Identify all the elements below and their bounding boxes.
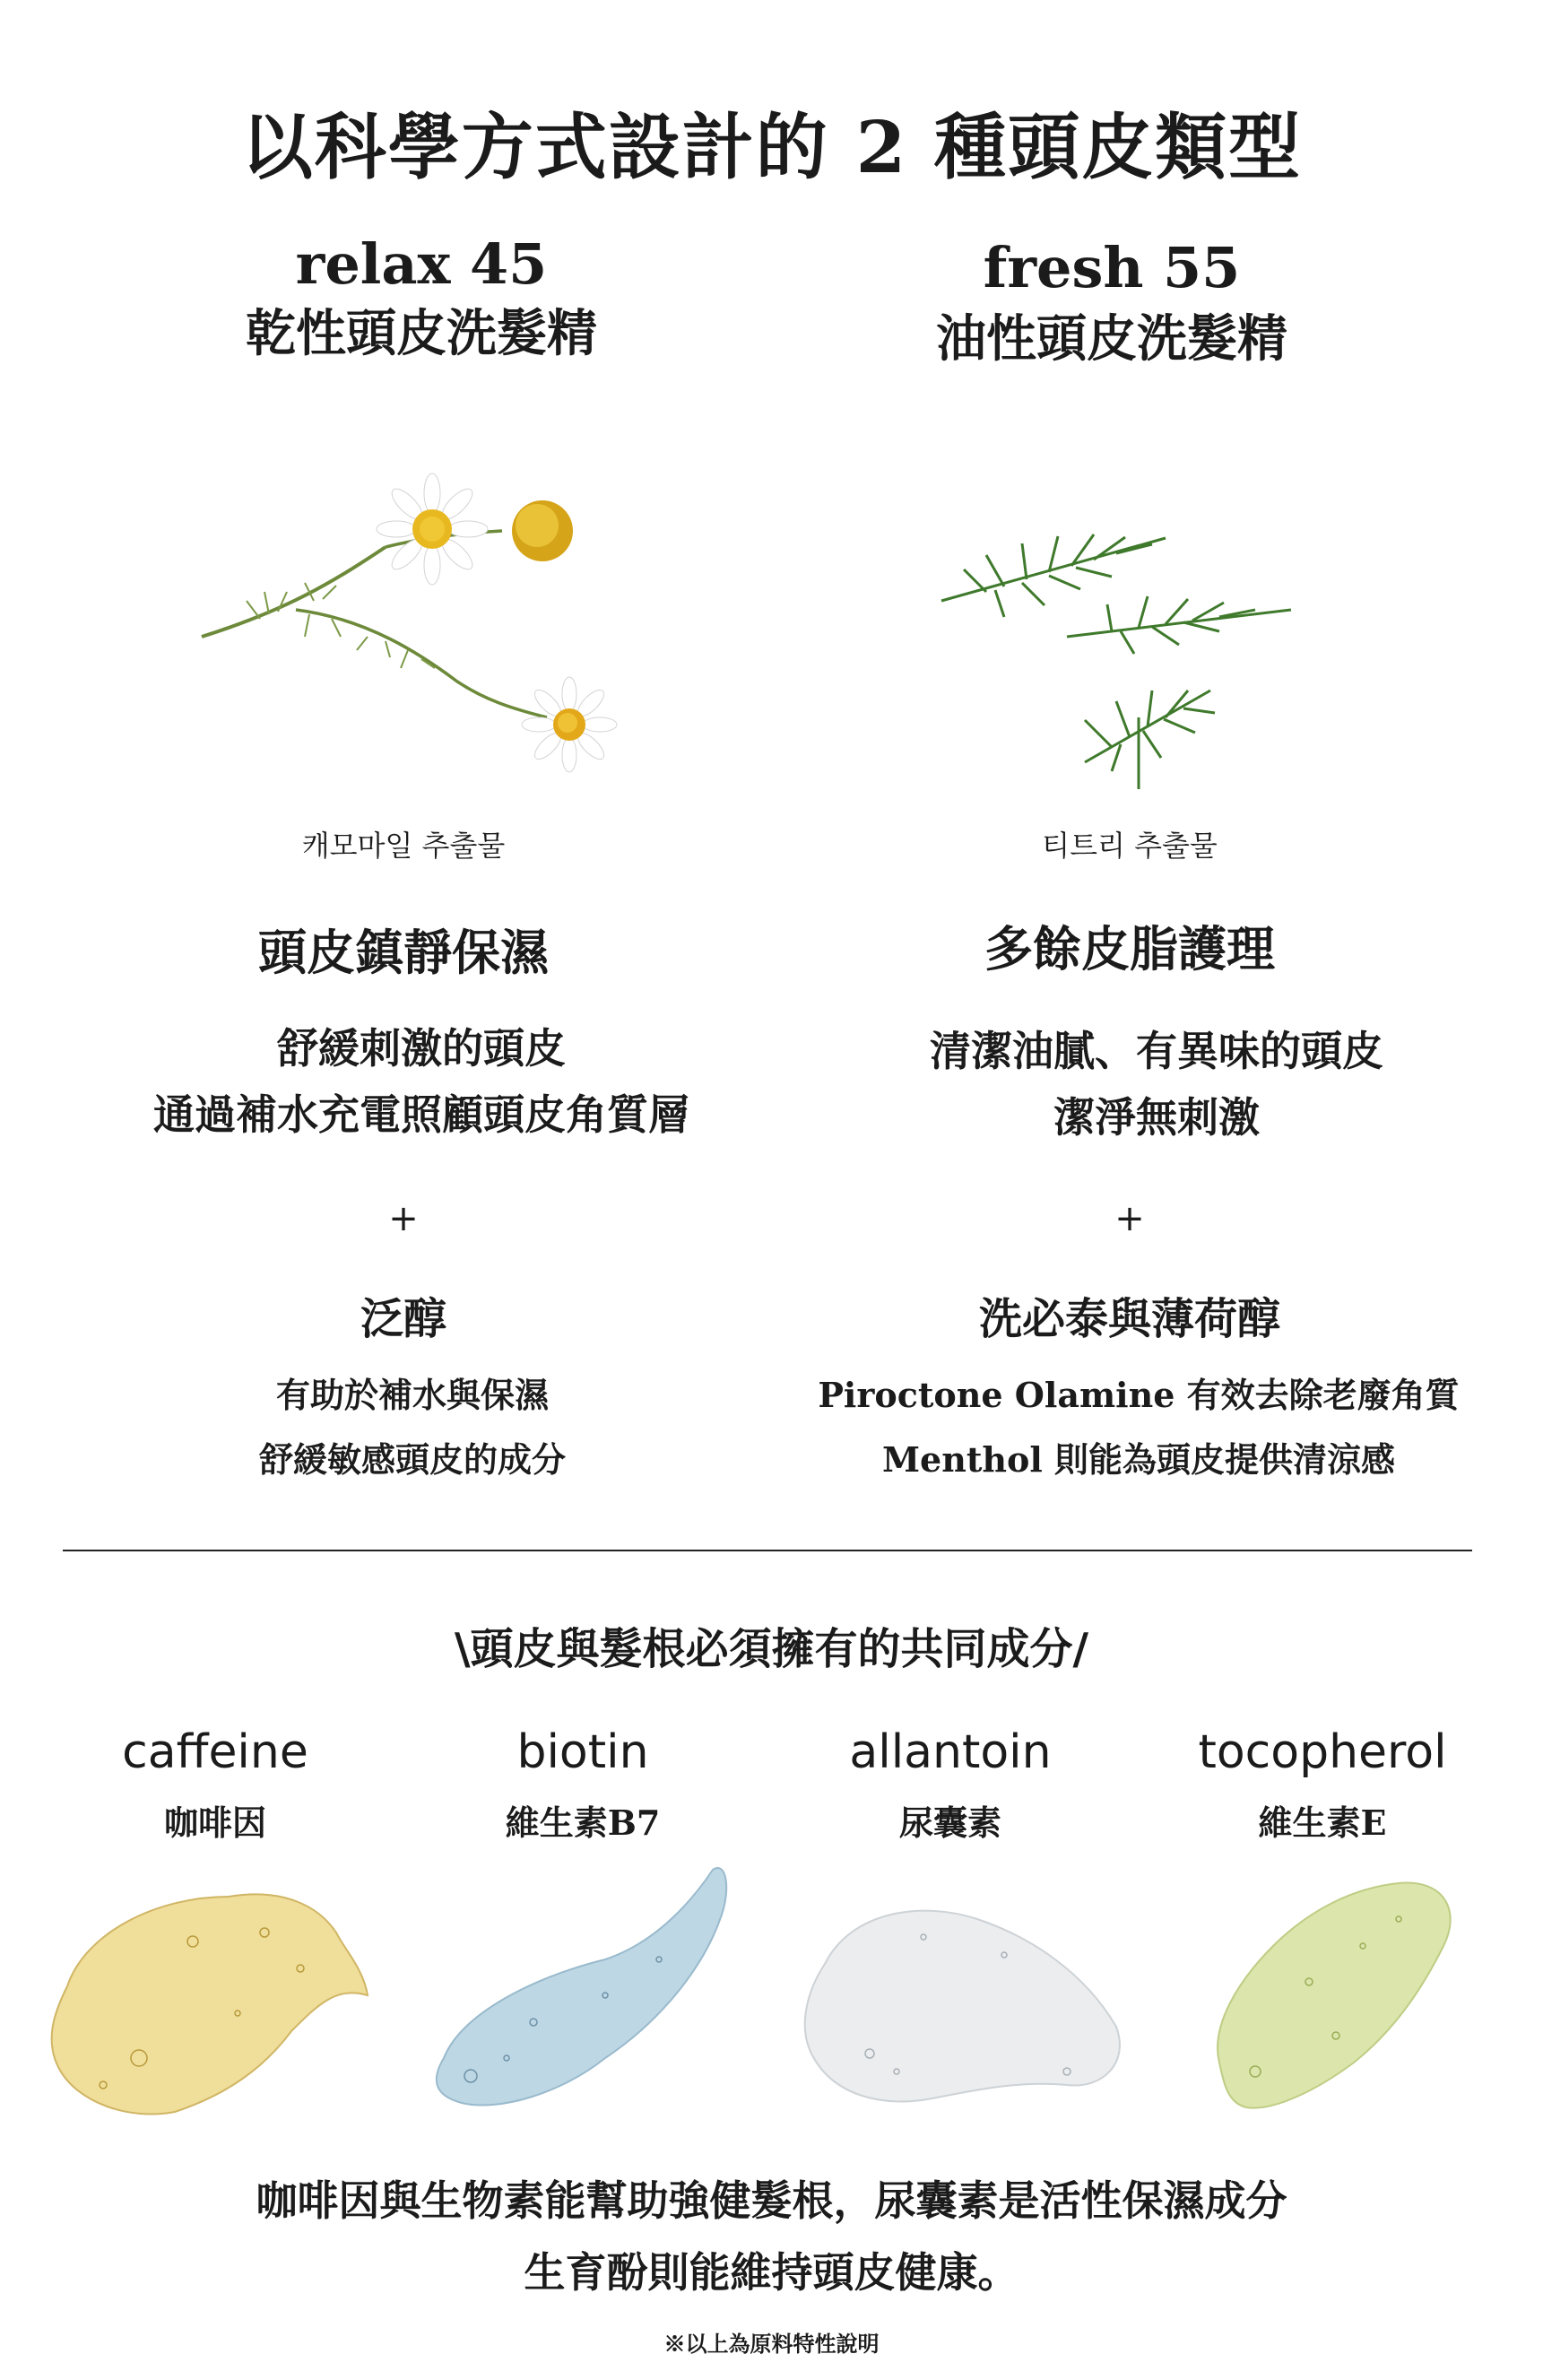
description-line: 清潔油膩、有異味的頭皮	[930, 1027, 1383, 1075]
product-name-fresh: fresh 55	[983, 235, 1241, 300]
description-line: 通過補水充電照顧頭皮角質層	[153, 1090, 689, 1139]
ingredient-zh-tocopherol: 維生素E	[1258, 1802, 1387, 1843]
ingredient-zh-biotin: 維生素B7	[505, 1802, 661, 1843]
page-title: 以科學方式設計的 2 種頭皮類型	[240, 105, 1303, 189]
footnote: ※以上為原料特性說明	[663, 2331, 880, 2357]
ingredient-description-line: 有助於補水與保濕	[275, 1375, 549, 1415]
common-section-title: \頭皮與髮根必須擁有的共同成分/	[454, 1624, 1089, 1674]
product-subtitle-relax: 乾性頭皮洗髮精	[246, 304, 597, 363]
section-divider	[63, 1550, 1472, 1551]
ingredient-name-biotin: biotin	[516, 1725, 649, 1779]
tea-tree-icon	[932, 466, 1336, 789]
ingredient-description-line: 舒緩敏感頭皮的成分	[258, 1439, 566, 1480]
chamomile-flower-icon	[188, 457, 619, 780]
ingredient-description-line: Menthol 則能為頭皮提供清涼感	[881, 1439, 1396, 1480]
footer-text	[0, 2165, 1543, 2308]
description-fresh	[807, 1018, 1506, 1151]
ingredient-heading-fresh: 洗必泰與薄荷醇	[978, 1294, 1280, 1344]
extract-label-chamomile: 캐모마일 추출물	[301, 829, 506, 863]
feature-heading-relax: 頭皮鎮靜保濕	[258, 924, 549, 981]
footer-line: 生育酚則能維持頭皮健康。	[524, 2248, 1019, 2297]
allantoin-gel-swatch	[798, 1892, 1130, 2116]
plus-sign: +	[388, 1198, 419, 1239]
ingredient-description-line: Piroctone Olamine 有效去除老廢角質	[818, 1375, 1460, 1415]
plus-sign: +	[1114, 1198, 1145, 1239]
ingredient-description-relax	[90, 1363, 735, 1492]
biotin-gel-swatch	[426, 1861, 731, 2121]
description-line: 潔淨無刺激	[1053, 1093, 1260, 1142]
extract-label-teatree: 티트리 추출물	[1042, 829, 1218, 863]
footer-line: 咖啡因與生物素能幫助強健髮根，尿囊素是活性保濕成分	[256, 2176, 1287, 2225]
ingredient-name-caffeine: caffeine	[122, 1725, 308, 1779]
ingredient-heading-relax: 泛醇	[360, 1294, 446, 1344]
product-subtitle-fresh: 油性頭皮洗髮精	[936, 309, 1287, 369]
product-name-relax: relax 45	[295, 231, 548, 297]
caffeine-gel-swatch	[49, 1879, 372, 2121]
feature-heading-fresh: 多餘皮脂護理	[984, 920, 1275, 977]
ingredient-name-allantoin: allantoin	[849, 1725, 1052, 1779]
ingredient-description-fresh	[753, 1363, 1524, 1492]
ingredient-name-tocopherol: tocopherol	[1198, 1725, 1447, 1779]
ingredient-zh-caffeine: 咖啡因	[163, 1802, 266, 1843]
description-relax	[54, 1015, 789, 1148]
ingredient-zh-allantoin: 尿囊素	[898, 1802, 1001, 1843]
description-line: 舒緩刺激的頭皮	[277, 1024, 566, 1073]
tocopherol-gel-swatch	[1201, 1874, 1461, 2116]
